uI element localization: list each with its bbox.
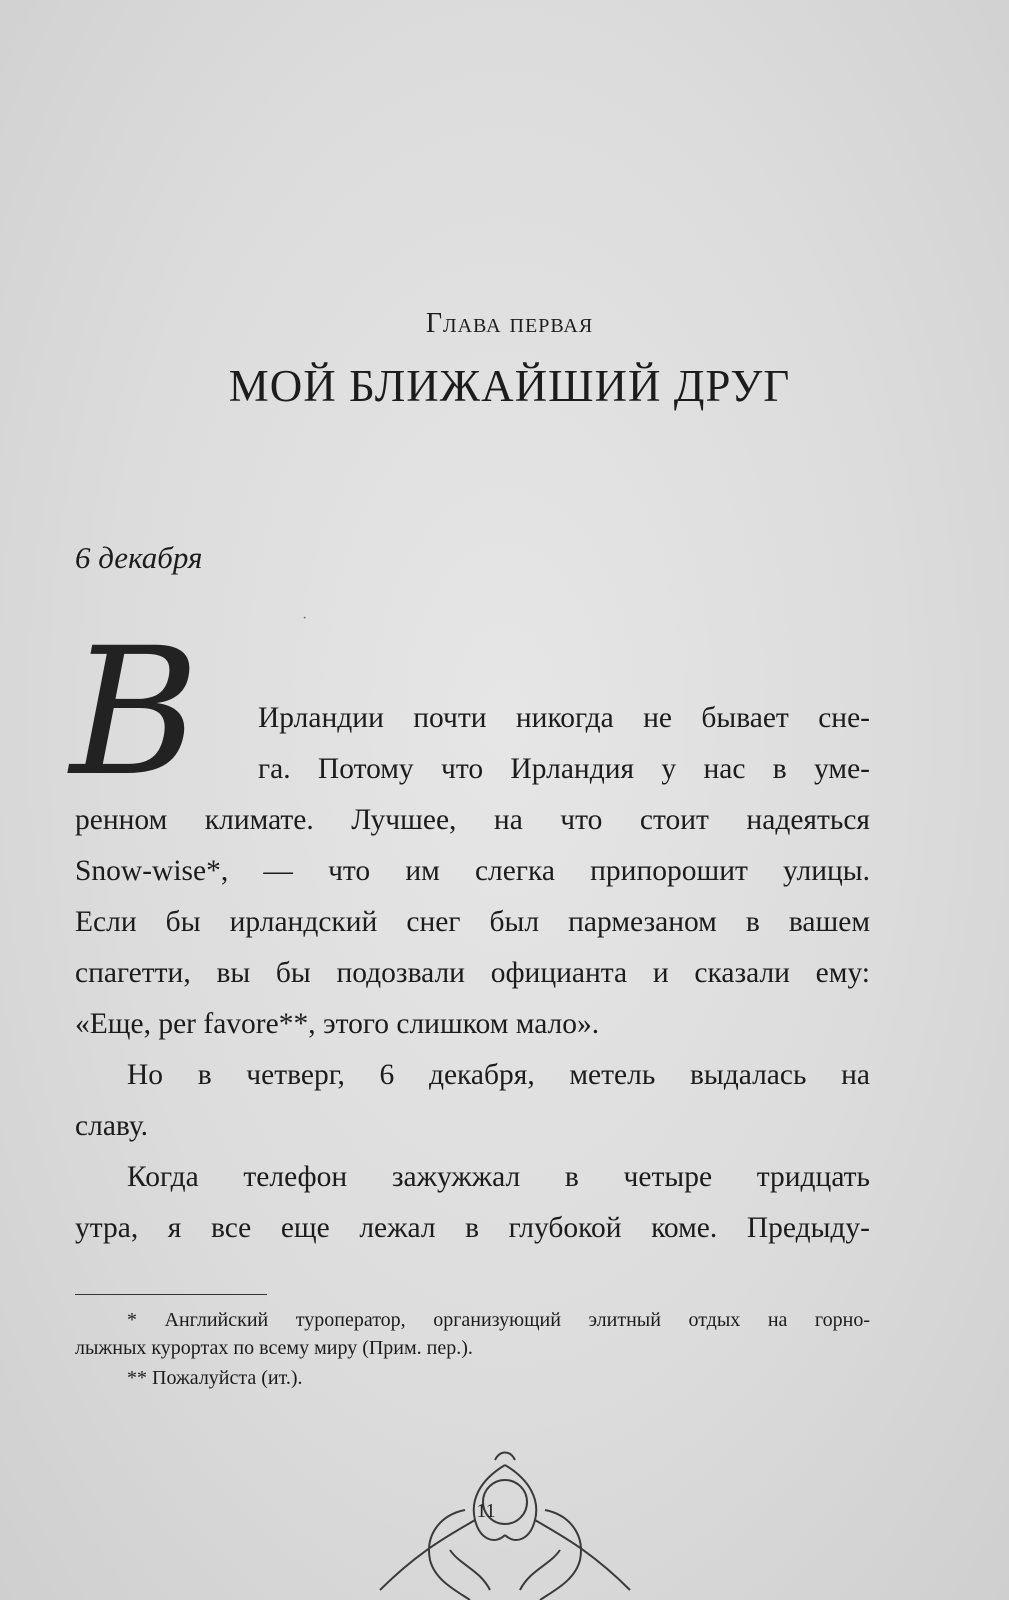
footnote-line: ** Пожалуйста (ит.).: [127, 1367, 303, 1389]
footnote-divider: [75, 1294, 267, 1295]
entry-date: 6 декабря: [75, 540, 203, 575]
paragraph-2: [75, 1050, 870, 1152]
text-line: Когда телефон зажужжал в четыре тридцать: [127, 1161, 870, 1193]
text-line: Но в четверг, 6 декабря, метель выдалась на: [127, 1059, 870, 1091]
paragraph-3: [75, 1152, 870, 1254]
footnote-2: [75, 1364, 870, 1392]
drop-cap-letter: В: [70, 610, 200, 815]
ornament-dot: ·: [302, 610, 308, 627]
footnote-line: лыжных курортах по всему миру (Прим. пер.).: [75, 1337, 473, 1359]
text-line: спагетти, вы бы подозвали официанта и сказали ему:: [75, 957, 870, 989]
chapter-label: Глава первая: [425, 308, 594, 339]
chapter-title: МОЙ БЛИЖАЙШИЙ ДРУГ: [228, 361, 791, 411]
text-line: ренном климате. Лучшее, на что стоит надеяться: [75, 804, 870, 836]
text-line: Ирландии почти никогда не бывает сне-: [258, 702, 870, 734]
text-line: Snow-wise*, — что им слегка припорошит улицы.: [75, 855, 870, 887]
text-line: Если бы ирландский снег был пармезаном в вашем: [75, 906, 870, 938]
paragraph-1-dropcap-lines: [258, 693, 870, 795]
footnote-1: [75, 1306, 870, 1362]
paragraph-1-body: [75, 795, 870, 1050]
text-line: «Еще, per favore**, этого слишком мало».: [75, 1008, 600, 1040]
page-number: 11: [476, 1500, 496, 1522]
text-line: га. Потому что Ирландия у нас в уме-: [258, 753, 870, 785]
text-line: утра, я все еще лежал в глубокой коме. Предыду-: [75, 1212, 870, 1244]
footnote-line: * Английский туроператор, организующий элитный отдых на горно-: [127, 1309, 870, 1331]
text-line: славу.: [75, 1110, 149, 1142]
